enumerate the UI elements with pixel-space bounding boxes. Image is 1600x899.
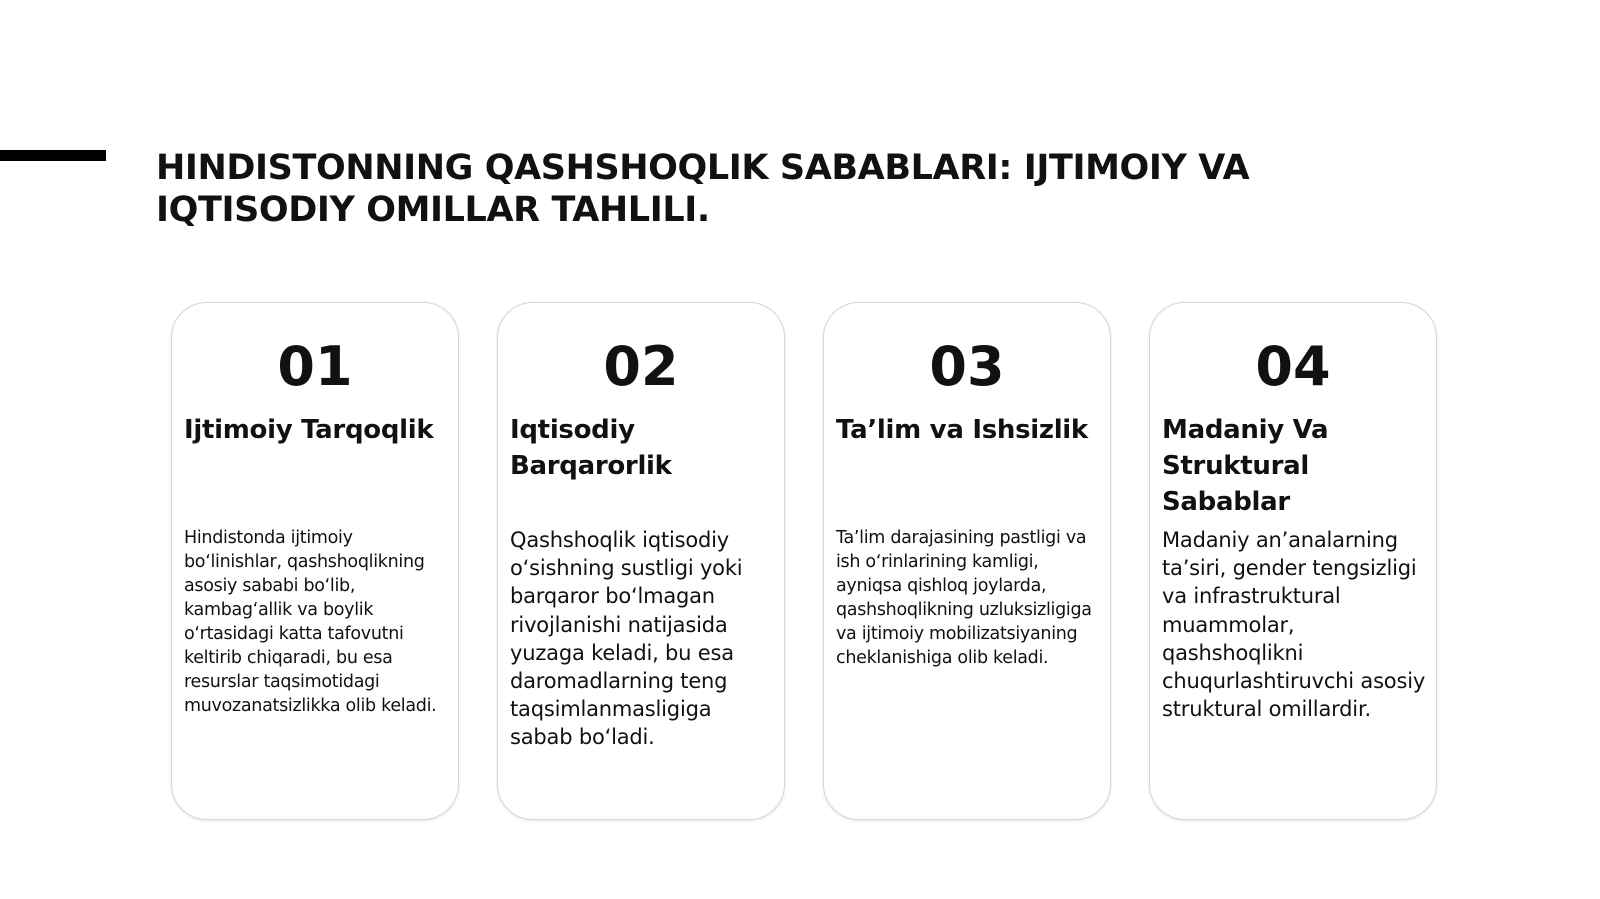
card-heading: Ta’lim va Ishsizlik bbox=[836, 415, 1088, 445]
card-number: 04 bbox=[1255, 335, 1331, 398]
card-number: 03 bbox=[929, 335, 1005, 398]
card-text: Madaniy an’analarning ta’siri, gender tengsizligi va infrastruktural muammolar, qashshoqlikni chuqurlashtiruvchi asosiy struktural omillardir. bbox=[1162, 528, 1426, 722]
card-text: Hindistonda ijtimoiy bo‘linishlar, qashshoqlikning asosiy sababi bo‘lib, kambag‘allik va boylik o‘rtasidagi katta tafovutni keltirib chiqaradi, bu esa resurslar taqsimotidagi muvozanatsizlikka olib keladi. bbox=[184, 528, 437, 716]
card-heading: Ijtimoiy Tarqoqlik bbox=[184, 415, 434, 445]
accent-bar bbox=[0, 150, 106, 161]
card-number: 02 bbox=[603, 335, 679, 398]
card-number: 01 bbox=[277, 335, 353, 398]
card-3 bbox=[823, 302, 1111, 820]
card-2 bbox=[497, 302, 785, 820]
card-heading: Iqtisodiy Barqarorlik bbox=[510, 415, 672, 481]
card-text: Qashshoqlik iqtisodiy o‘sishning sustligi yoki barqaror bo‘lmagan rivojlanishi natijasida yuzaga keladi, bu esa daromadlarning teng taqsimlanmasligiga sabab bo‘ladi. bbox=[510, 528, 743, 750]
card-4 bbox=[1149, 302, 1437, 820]
card-text: Ta’lim darajasining pastligi va ish o‘rinlarining kamligi, ayniqsa qishloq joylarda, qashshoqlikning uzluksizligiga va ijtimoiy mobilizatsiyaning cheklanishiga olib keladi. bbox=[836, 528, 1092, 668]
slide-title: HINDISTONNING QASHSHOQLIK SABABLARI: IJTIMOIY VA IQTISODIY OMILLAR TAHLILI. bbox=[156, 148, 1250, 230]
card-heading: Madaniy Va Struktural Sabablar bbox=[1162, 415, 1329, 517]
card-1 bbox=[171, 302, 459, 820]
